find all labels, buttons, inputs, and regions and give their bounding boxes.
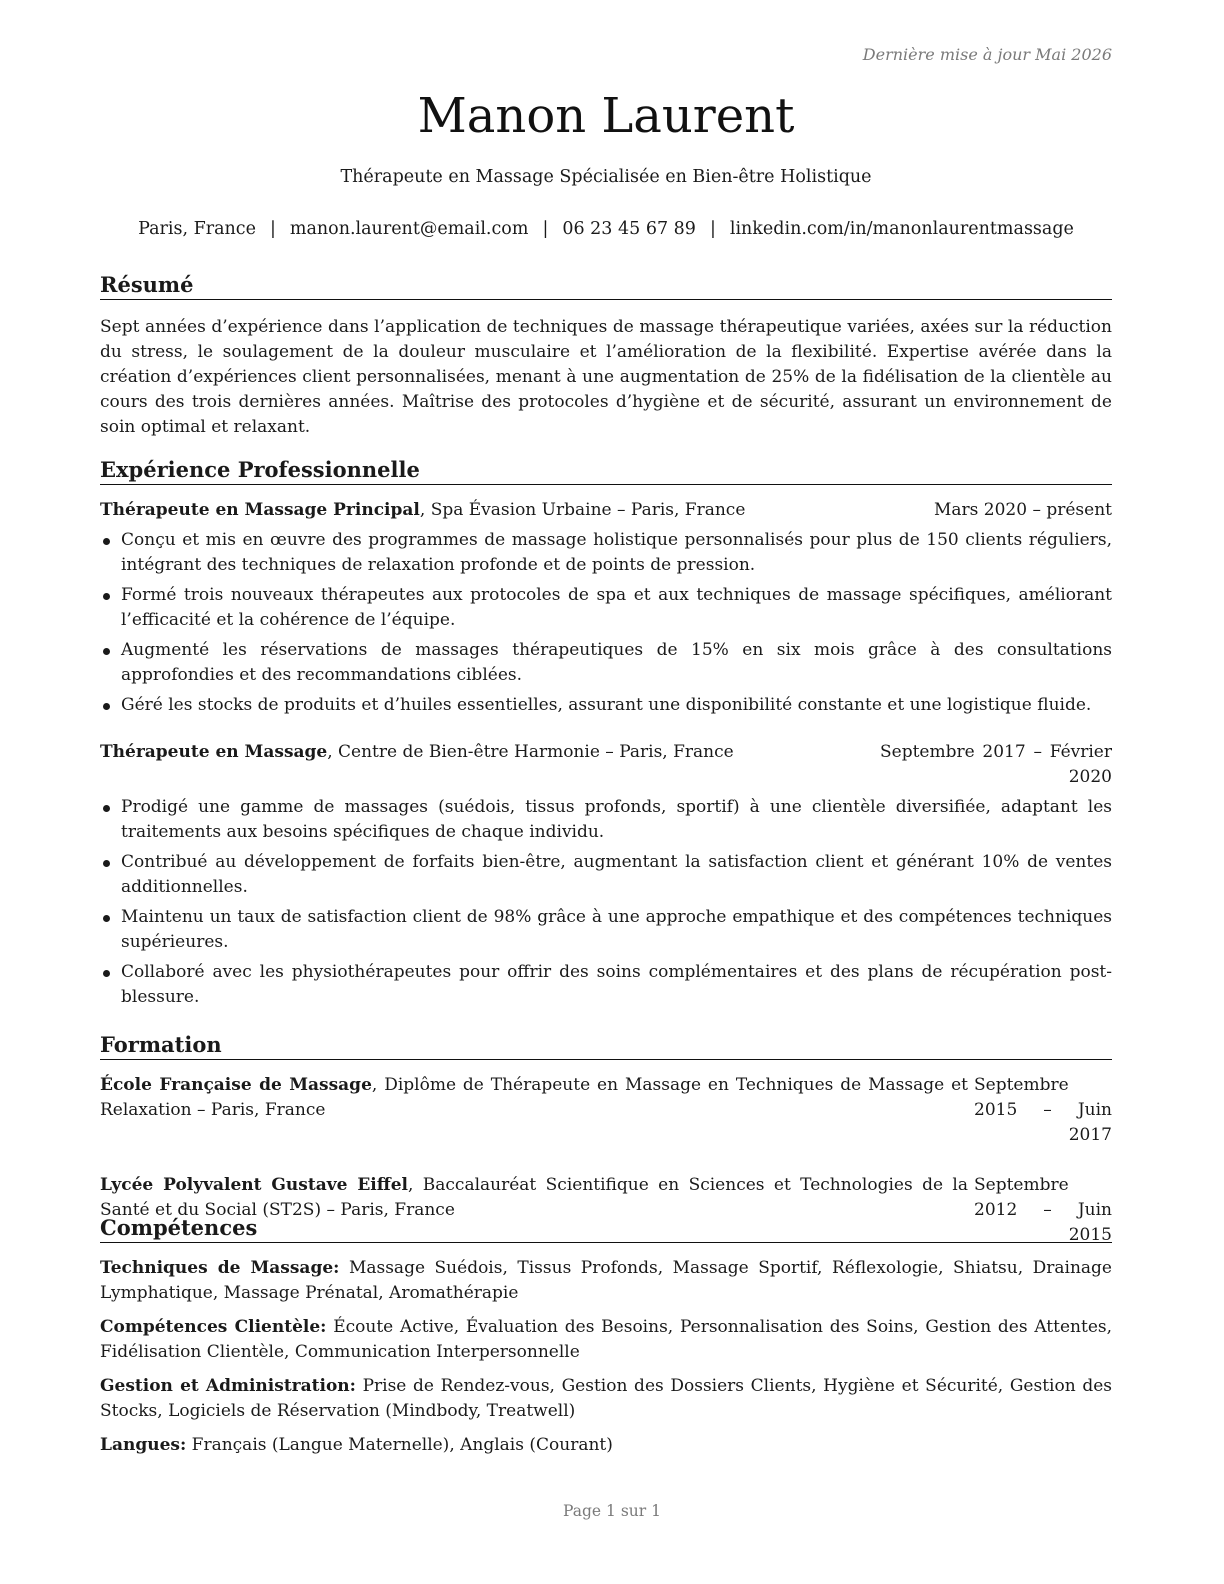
job-header [100,740,1112,790]
contact-line [100,219,1112,239]
job-bullets [100,795,1112,1010]
education-school: Lycée Polyvalent Gustave Eiffel [100,1175,408,1195]
skill-line [100,1256,1112,1306]
education-school: École Française de Massage [100,1075,372,1095]
job-bullet: Formé trois nouveaux thérapeutes aux protocoles de spa et aux techniques de massage spécifiques, améliorant l’efficacité et la cohérence de l’équipe. [100,583,1112,633]
section-title-education: Formation [100,1031,1112,1060]
job-bullet: Maintenu un taux de satisfaction client de 98% grâce à une approche empathique et des compétences techniques supérieures. [100,905,1112,955]
candidate-title: Thérapeute en Massage Spécialisée en Bien-être Holistique [340,167,872,187]
job-bullet: Conçu et mis en œuvre des programmes de massage holistique personnalisés pour plus de 150 clients réguliers, intégrant des techniques de relaxation profonde et de points de pression. [100,528,1112,578]
skill-label: Techniques de Massage: [100,1258,340,1278]
job-role: Thérapeute en Massage Principal [100,500,420,520]
education-dates: Septembre 2015 – Juin 2017 [974,1075,1112,1145]
section-title-skills: Compétences [100,1214,1112,1243]
job-bullet: Augmenté les réservations de massages thérapeutiques de 15% en six mois grâce à des consultations approfondies et des recommandations ciblées. [100,638,1112,688]
skills-section [100,1214,1112,1467]
job-bullet: Géré les stocks de produits et d’huiles essentielles, assurant une disponibilité constante et une logistique fluide. [100,693,1112,718]
contact-location: Paris, France [138,219,256,239]
education-dates: Septembre 2012 – Juin 2015 [974,1175,1112,1245]
contact-phone[interactable]: 06 23 45 67 89 [562,219,696,239]
job-bullet: Collaboré avec les physiothérapeutes pour offrir des soins complémentaires et des plans de récupération post-blessure. [100,960,1112,1010]
contact-separator: | [269,219,276,239]
skill-value: Français (Langue Maternelle), Anglais (Courant) [186,1435,613,1455]
job-header [100,498,1112,523]
skill-value: Massage Suédois, Tissus Profonds, Massage Sportif, Réflexologie, Shiatsu, Drainage Lymphatique, Massage Prénatal, Aromathérapie [100,1258,1112,1303]
skill-line [100,1315,1112,1365]
skill-line [100,1433,1112,1458]
job-dates: Septembre 2017 – Février 2020 [880,742,1112,787]
job-entry [100,740,1112,1010]
job-place: , Spa Évasion Urbaine – Paris, France [419,500,746,520]
skill-label: Langues: [100,1435,187,1455]
contact-email[interactable]: manon.laurent@email.com [289,219,529,239]
job-bullets [100,528,1112,718]
job-bullet: Prodigé une gamme de massages (suédois, tissus profonds, sportif) à une clientèle diversifiée, adaptant les traitements aux besoins spécifiques de chaque individu. [100,795,1112,845]
experience-section [100,456,1112,1015]
job-role: Thérapeute en Massage [100,742,328,762]
contact-separator: | [542,219,549,239]
summary-section [100,271,1112,440]
job-entry [100,498,1112,718]
page-number: Page 1 sur 1 [563,1502,661,1520]
section-title-experience: Expérience Professionnelle [100,456,1112,485]
education-detail: , Baccalauréat Scientifique en Sciences et Technologies de la Santé et du Social (ST2S) – Paris, France [100,1175,968,1220]
summary-text: Sept années d’expérience dans l’application de techniques de massage thérapeutique variées, axées sur la réduction du stress, le soulagement de la douleur musculaire et l’amélioration de la flexibilité. Expertise avérée dans la création d’expériences client personnalisées, menant à une augmentation de 25% de la fidélisation de la clientèle au cours des trois dernières années. Maîtrise des protocoles d’hygiène et de sécurité, assurant un environnement de soin optimal et relaxant. [100,317,1112,437]
skill-value: Prise de Rendez-vous, Gestion des Dossiers Clients, Hygiène et Sécurité, Gestion des Stocks, Logiciels de Réservation (Mindbody, Treatwell) [100,1376,1112,1421]
job-place: , Centre de Bien-être Harmonie – Paris, France [327,742,734,762]
last-updated: Dernière mise à jour Mai 2026 [862,45,1112,64]
job-bullet: Contribué au développement de forfaits bien-être, augmentant la satisfaction client et générant 10% de ventes additionnelles. [100,850,1112,900]
candidate-name: Manon Laurent [417,88,795,144]
skill-value: Écoute Active, Évaluation des Besoins, Personnalisation des Soins, Gestion des Attentes, Fidélisation Clientèle, Communication Interpersonnelle [100,1317,1113,1362]
skill-line [100,1374,1112,1424]
skill-label: Compétences Clientèle: [100,1317,327,1337]
section-title-summary: Résumé [100,271,1112,300]
resume-page [100,0,1112,1584]
skill-label: Gestion et Administration: [100,1376,356,1396]
contact-separator: | [709,219,716,239]
job-dates: Mars 2020 – présent [933,500,1112,520]
education-detail: , Diplôme de Thérapeute en Massage en Techniques de Massage et Relaxation – Paris, France [100,1075,968,1120]
education-entry [100,1073,1112,1148]
contact-linkedin[interactable]: linkedin.com/in/manonlaurentmassage [729,219,1074,239]
